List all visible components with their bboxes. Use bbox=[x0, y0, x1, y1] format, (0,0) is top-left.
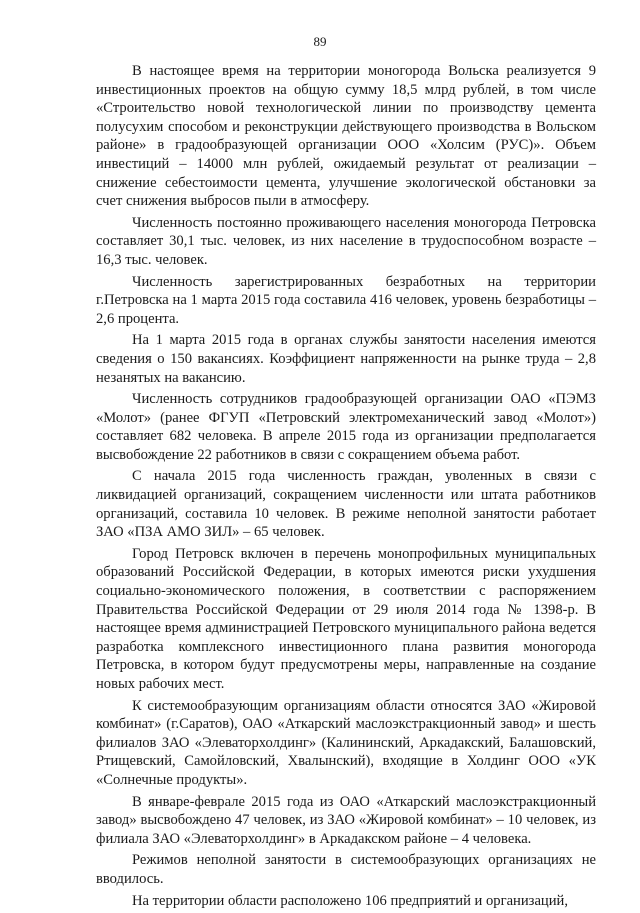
paragraph: Режимов неполной занятости в системообразующих организациях не вводилось. bbox=[96, 852, 596, 887]
paragraph: На 1 марта 2015 года в органах службы занятости населения имеются сведения о 150 вакансиях. Коэффициент напряженности на рынке труда – 2,8 незанятых на вакансию. bbox=[96, 332, 596, 386]
page-number: 89 bbox=[313, 34, 327, 49]
paragraph: В январе-феврале 2015 года из ОАО «Аткарский маслоэкстракционный завод» высвобождено 47 человек, из ЗАО «Жировой комбинат» – 10 человек, из филиала ЗАО «Элеваторхолдинг» в Аркадакском районе – 4 человека. bbox=[96, 793, 596, 847]
paragraph: Город Петровск включен в перечень монопрофильных муниципальных образований Российской Федерации, в которых имеются риски ухудшения социально-экономического положения, в соответствии с распоряжением Правительства Российской Федерации от 29 июля 2014 года № 1398-р. В настоящее время администрацией Петровского муниципального района ведется разработка комплексного инвестиционного плана развития моногорода Петровска, в котором будут предусмотрены меры, направленные на создание новых рабочих мест. bbox=[96, 545, 596, 692]
paragraph: Численность зарегистрированных безработных на территории г.Петровска на 1 марта 2015 года составила 416 человек, уровень безработицы – 2,6 процента. bbox=[96, 273, 596, 327]
paragraph: С начала 2015 года численность граждан, уволенных в связи с ликвидацией организаций, сокращением численности или штата работников организаций, составила 10 человек. В режиме неполной занятости работает ЗАО «ПЗА АМО ЗИЛ» – 65 человек. bbox=[96, 468, 596, 541]
body-text bbox=[96, 62, 596, 913]
paragraph: К системообразующим организациям области относятся ЗАО «Жировой комбинат» (г.Саратов), ОАО «Аткарский маслоэкстракционный завод» и шесть филиалов ЗАО «Элеваторхолдинг» (Калининский, Аркадакский, Балашовский, Ртищевский, Самойловский, Хвалынский), входящие в Холдинг ООО «УК «Солнечные продукты». bbox=[96, 697, 596, 788]
paragraph: Численность сотрудников градообразующей организации ОАО «ПЭМЗ «Молот» (ранее ФГУП «Петровский электромеханический завод «Молот») составляет 682 человека. В апреле 2015 года из организации предполагается высвобождение 22 работников в связи с сокращением объема работ. bbox=[96, 391, 596, 463]
paragraph: Численность постоянно проживающего населения моногорода Петровска составляет 30,1 тыс. человек, из них население в трудоспособном возрасте – 16,3 тыс. человек. bbox=[96, 214, 596, 268]
paragraph: В настоящее время на территории моногорода Вольска реализуется 9 инвестиционных проектов на общую сумму 18,5 млрд рублей, в том числе «Строительство новой технологической линии по производству цемента полусухим способом и реконструкции действующего производства в Вольском районе» в градообразующей организации ООО «Холсим (РУС)». Объем инвестиций – 14000 млн рублей, ожидаемый результат от реализации – снижение себестоимости цемента, улучшение экологической обстановки за счет снижения выбросов пыли в атмосферу. bbox=[96, 63, 596, 210]
paragraph: На территории области расположено 106 предприятий и организаций, bbox=[132, 892, 568, 909]
